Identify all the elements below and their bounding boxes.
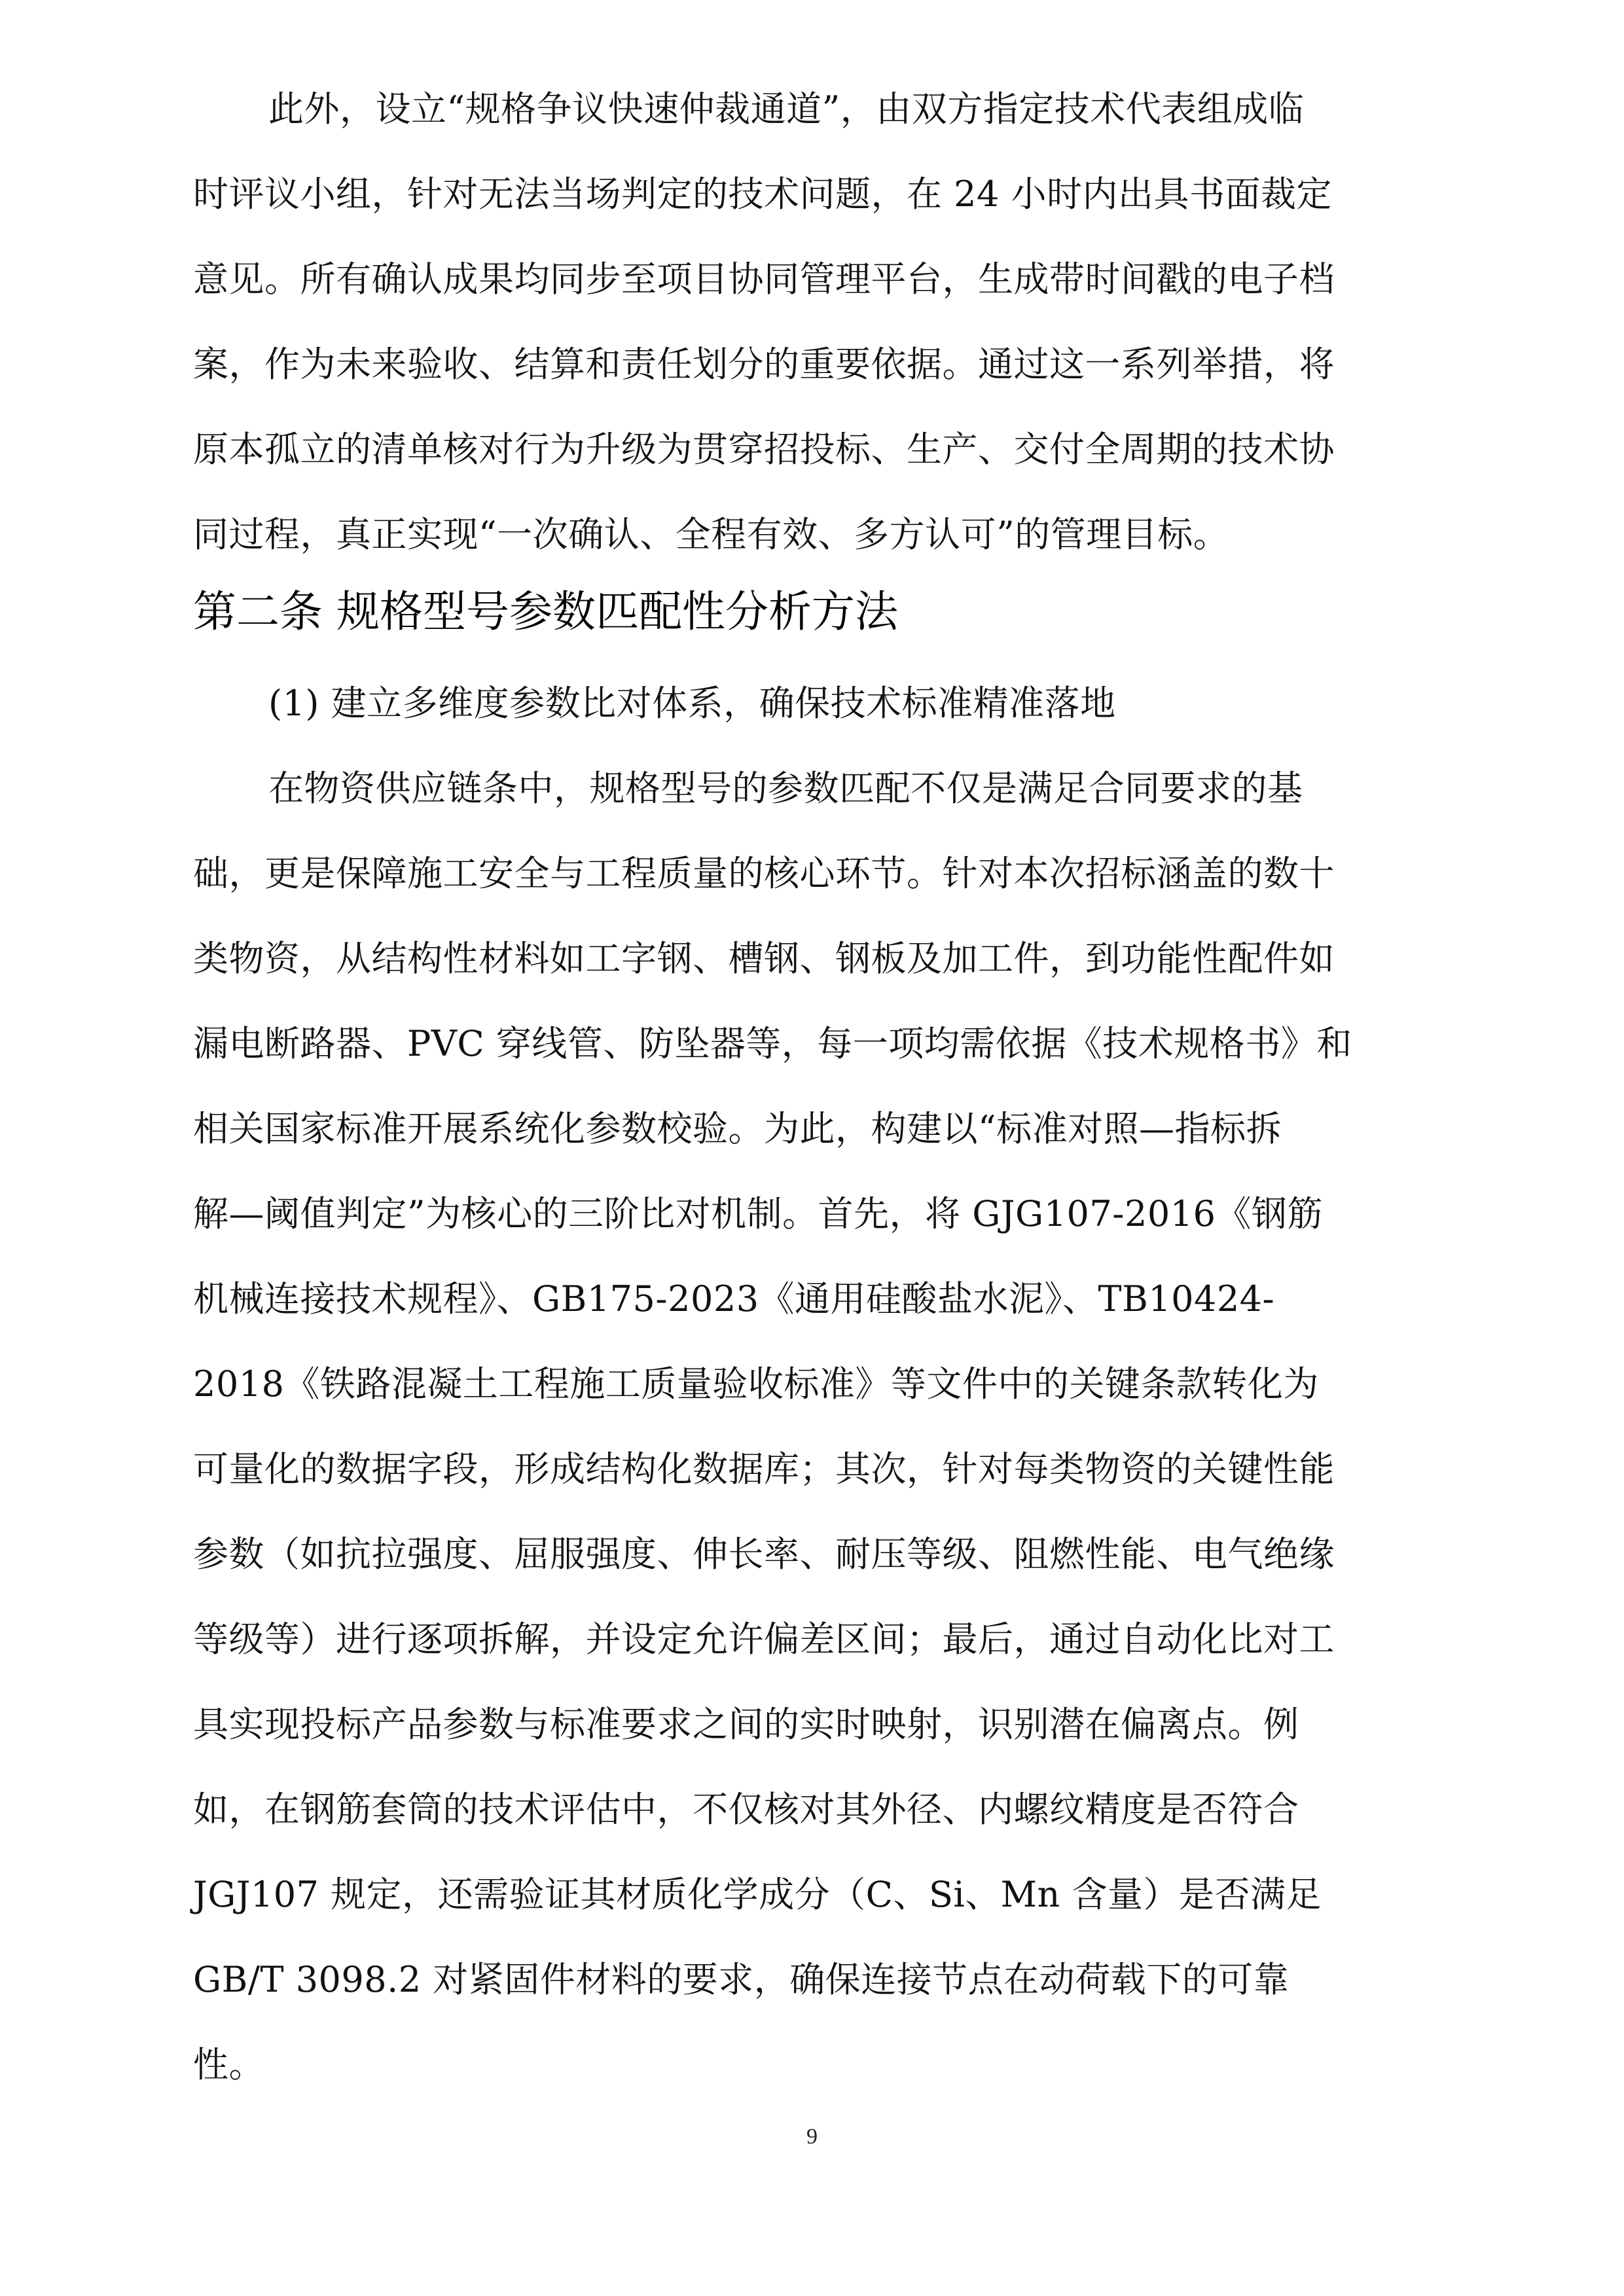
- paragraph-line: GB/T 3098.2 对紧固件材料的要求，确保连接节点在动荷载下的可靠: [193, 1959, 1290, 2000]
- paragraph-line: 等级等）进行逐项拆解，并设定允许偏差区间；最后，通过自动化比对工: [193, 1619, 1335, 1660]
- paragraph-line: 性。: [193, 2044, 264, 2085]
- paragraph-line: 具实现投标产品参数与标准要求之间的实时映射，识别潜在偏离点。例: [193, 1704, 1299, 1745]
- paragraph-line: 础，更是保障施工安全与工程质量的核心环节。针对本次招标涵盖的数十: [193, 853, 1335, 894]
- paragraph-line: 解—阈值判定”为核心的三阶比对机制。首先，将 GJG107-2016《钢筋: [193, 1193, 1323, 1234]
- paragraph-line: 类物资，从结构性材料如工字钢、槽钢、钢板及加工件，到功能性配件如: [193, 938, 1335, 979]
- paragraph-line: 漏电断路器、PVC 穿线管、防坠器等，每一项均需依据《技术规格书》和: [193, 1023, 1352, 1064]
- section-heading: 第二条 规格型号参数匹配性分析方法: [193, 586, 898, 637]
- paragraph-line: 此外，设立“规格争议快速仲裁通道”，由双方指定技术代表组成临: [268, 88, 1305, 130]
- paragraph-line: 在物资供应链条中，规格型号的参数匹配不仅是满足合同要求的基: [268, 768, 1303, 809]
- subheading: (1) 建立多维度参数比对体系，确保技术标准精准落地: [268, 683, 1116, 724]
- paragraph-line: JGJ107 规定，还需验证其材质化学成分（C、Si、Mn 含量）是否满足: [193, 1874, 1322, 1915]
- paragraph-line: 相关国家标准开展系统化参数校验。为此，构建以“标准对照—指标拆: [193, 1108, 1282, 1149]
- page-number: 9: [806, 2125, 818, 2149]
- paragraph-line: 参数（如抗拉强度、屈服强度、伸长率、耐压等级、阻燃性能、电气绝缘: [193, 1534, 1335, 1575]
- paragraph-line: 机械连接技术规程》、GB175-2023《通用硅酸盐水泥》、TB10424-: [193, 1278, 1275, 1319]
- paragraph-line: 可量化的数据字段，形成结构化数据库；其次，针对每类物资的关键性能: [193, 1448, 1335, 1490]
- paragraph-line: 同过程，真正实现“一次确认、全程有效、多方认可”的管理目标。: [193, 514, 1229, 555]
- paragraph-line: 案，作为未来验收、结算和责任划分的重要依据。通过这一系列举措，将: [193, 344, 1335, 385]
- paragraph-line: 如，在钢筋套筒的技术评估中，不仅核对其外径、内螺纹精度是否符合: [193, 1789, 1299, 1830]
- paragraph-line: 时评议小组，针对无法当场判定的技术问题，在 24 小时内出具书面裁定: [193, 173, 1333, 215]
- paragraph-line: 2018《铁路混凝土工程施工质量验收标准》等文件中的关键条款转化为: [193, 1363, 1319, 1405]
- paragraph-line: 原本孤立的清单核对行为升级为贯穿招投标、生产、交付全周期的技术协: [193, 429, 1335, 470]
- paragraph-line: 意见。所有确认成果均同步至项目协同管理平台，生成带时间戳的电子档: [193, 259, 1335, 300]
